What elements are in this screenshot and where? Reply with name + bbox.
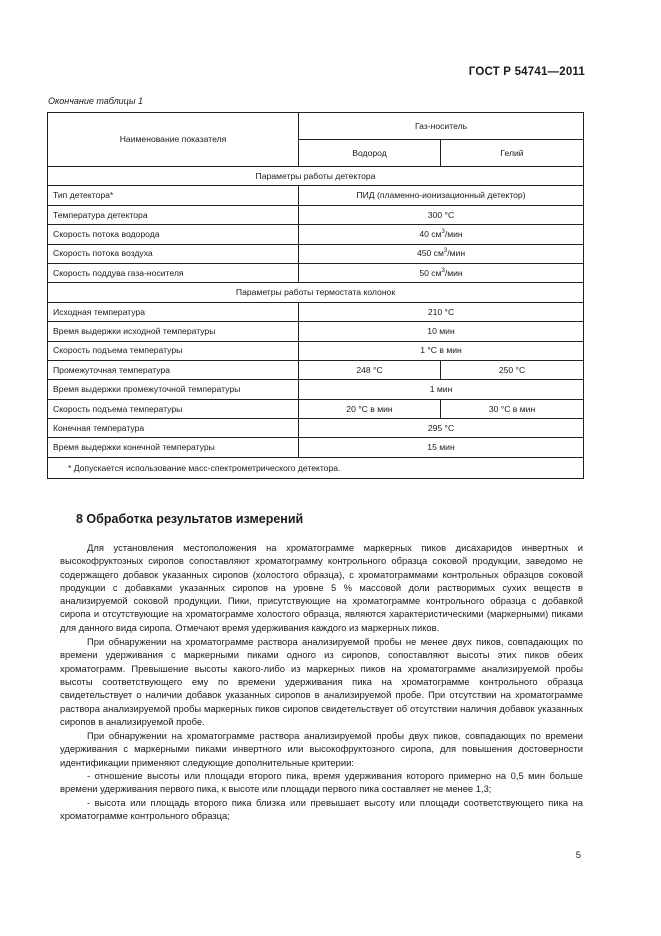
table-caption: Окончание таблицы 1 — [48, 96, 143, 106]
row-value: 210 °С — [299, 302, 584, 321]
table-row — [48, 341, 584, 360]
table-row — [48, 380, 584, 399]
table-row — [48, 419, 584, 438]
list-item: - отношение высоты или площади второго пика, время удерживания которого примерно на 0,5 мин больше времени удерживания первого пика, к высоте или площади первого пика составляет не менее 1,3; — [60, 770, 583, 795]
indicator-header: Наименование показателя — [48, 113, 299, 167]
carrier-gas-header: Газ-носитель — [299, 113, 584, 140]
hydrogen-header: Водород — [299, 140, 441, 167]
row-value: 15 мин — [299, 438, 584, 457]
row-name: Время выдержки промежуточной температуры — [48, 380, 299, 399]
helium-value: 250 °С — [441, 360, 584, 379]
row-value: 40 $см^3$/мин — [299, 225, 584, 244]
section-row — [48, 283, 584, 302]
section-thermostat-params: Параметры работы термостата колонок — [48, 283, 584, 302]
table-footnote: * Допускается использование масс-спектрометрического детектора. — [48, 457, 584, 478]
paragraph: При обнаружении на хроматограмме раствора анализируемой пробы не менее двух пиков, совпадающих по времени удерживания с маркерными пиками одного из сиропов, сопоставляют высоты этих пиков обеих хроматограмм. Превышение высоты какого-либо из маркерных пиков на хроматограмме анализируемой пробы высоты соответствующего ему по времени удерживания пика на хроматограмме контрольного образца свидетельствует о наличии добавок указанных сиропов в анализируемой пробе. При отсутствии на хроматограмме раствора анализируемой пробы маркерных пиков сиропов свидетельствует об отсутствии наличия добавок указанных сиропов в анализируемой пробе. — [60, 636, 583, 727]
parameters-table — [47, 112, 584, 479]
row-value: 450 $см^3$/мин — [299, 244, 584, 263]
body-text — [60, 541, 583, 822]
table-row — [48, 225, 584, 244]
table-header-row — [48, 113, 584, 140]
row-value: 1 °С в мин — [299, 341, 584, 360]
section-row — [48, 167, 584, 186]
table-row — [48, 360, 584, 379]
row-name: Время выдержки конечной температуры — [48, 438, 299, 457]
row-name: Скорость потока водорода — [48, 225, 299, 244]
paragraph: При обнаружении на хроматограмме раствора анализируемой пробы двух пиков, совпадающих по времени удерживания с маркерными пиками инвертного или высокофруктозного сиропа, для повышения достоверности идентификации применяют следующие дополнительные критерии: — [60, 730, 583, 768]
row-name: Скорость поддува газа-носителя — [48, 263, 299, 282]
row-value: 295 °С — [299, 419, 584, 438]
table-row — [48, 399, 584, 418]
page-number: 5 — [575, 850, 581, 861]
table-row — [48, 302, 584, 321]
table-row — [48, 244, 584, 263]
row-value: ПИД (пламенно-ионизационный детектор) — [299, 186, 584, 205]
row-name: Температура детектора — [48, 205, 299, 224]
row-value: 300 °С — [299, 205, 584, 224]
table-row — [48, 186, 584, 205]
helium-value: 30 °С в мин — [441, 399, 584, 418]
paragraph: Для установления местоположения на хроматограмме маркерных пиков дисахаридов инвертных и высокофруктозных сиропов сопоставляют хроматограмму контрольного образца соковой продукции, заведомо не содержащего добавок указанных сиропов (холостого образца), с хроматограммами контрольных образцов соковой продукции с добавками указанных сиропов на уровне 5 % массовой доли растворимых сухих веществ в анализируемой соковой продукции. Пики, присутствующие на хроматограмме контрольного образца с добавкой сиропа и отсутствующие на хроматограмме холостого образца, являются характеристическими (маркерными) пиками для данного вида сиропа. Отмечают время удерживания каждого из маркерных пиков. — [60, 542, 583, 633]
row-name: Конечная температура — [48, 419, 299, 438]
row-value: 1 мин — [299, 380, 584, 399]
row-name: Промежуточная температура — [48, 360, 299, 379]
section-detector-params: Параметры работы детектора — [48, 167, 584, 186]
row-name: Скорость подъема температуры — [48, 341, 299, 360]
hydrogen-value: 248 °С — [299, 360, 441, 379]
hydrogen-value: 20 °С в мин — [299, 399, 441, 418]
row-name: Скорость потока воздуха — [48, 244, 299, 263]
row-name: Время выдержки исходной температуры — [48, 322, 299, 341]
footnote-row — [48, 457, 584, 478]
list-item: - высота или площадь второго пика близка или превышает высоту или площади соответствующего пика на хроматограмме контрольного образца; — [60, 796, 583, 821]
table-row — [48, 438, 584, 457]
row-name: Скорость подъема температуры — [48, 399, 299, 418]
helium-header: Гелий — [441, 140, 584, 167]
document-code: ГОСТ Р 54741—2011 — [468, 66, 585, 78]
table-row — [48, 263, 584, 282]
row-value: 10 мин — [299, 322, 584, 341]
row-name: Тип детектора* — [48, 186, 299, 205]
row-name: Исходная температура — [48, 302, 299, 321]
section-heading: 8 Обработка результатов измерений — [76, 512, 304, 526]
table-row — [48, 205, 584, 224]
table-row — [48, 322, 584, 341]
row-value: 50 $см^3$/мин — [299, 263, 584, 282]
